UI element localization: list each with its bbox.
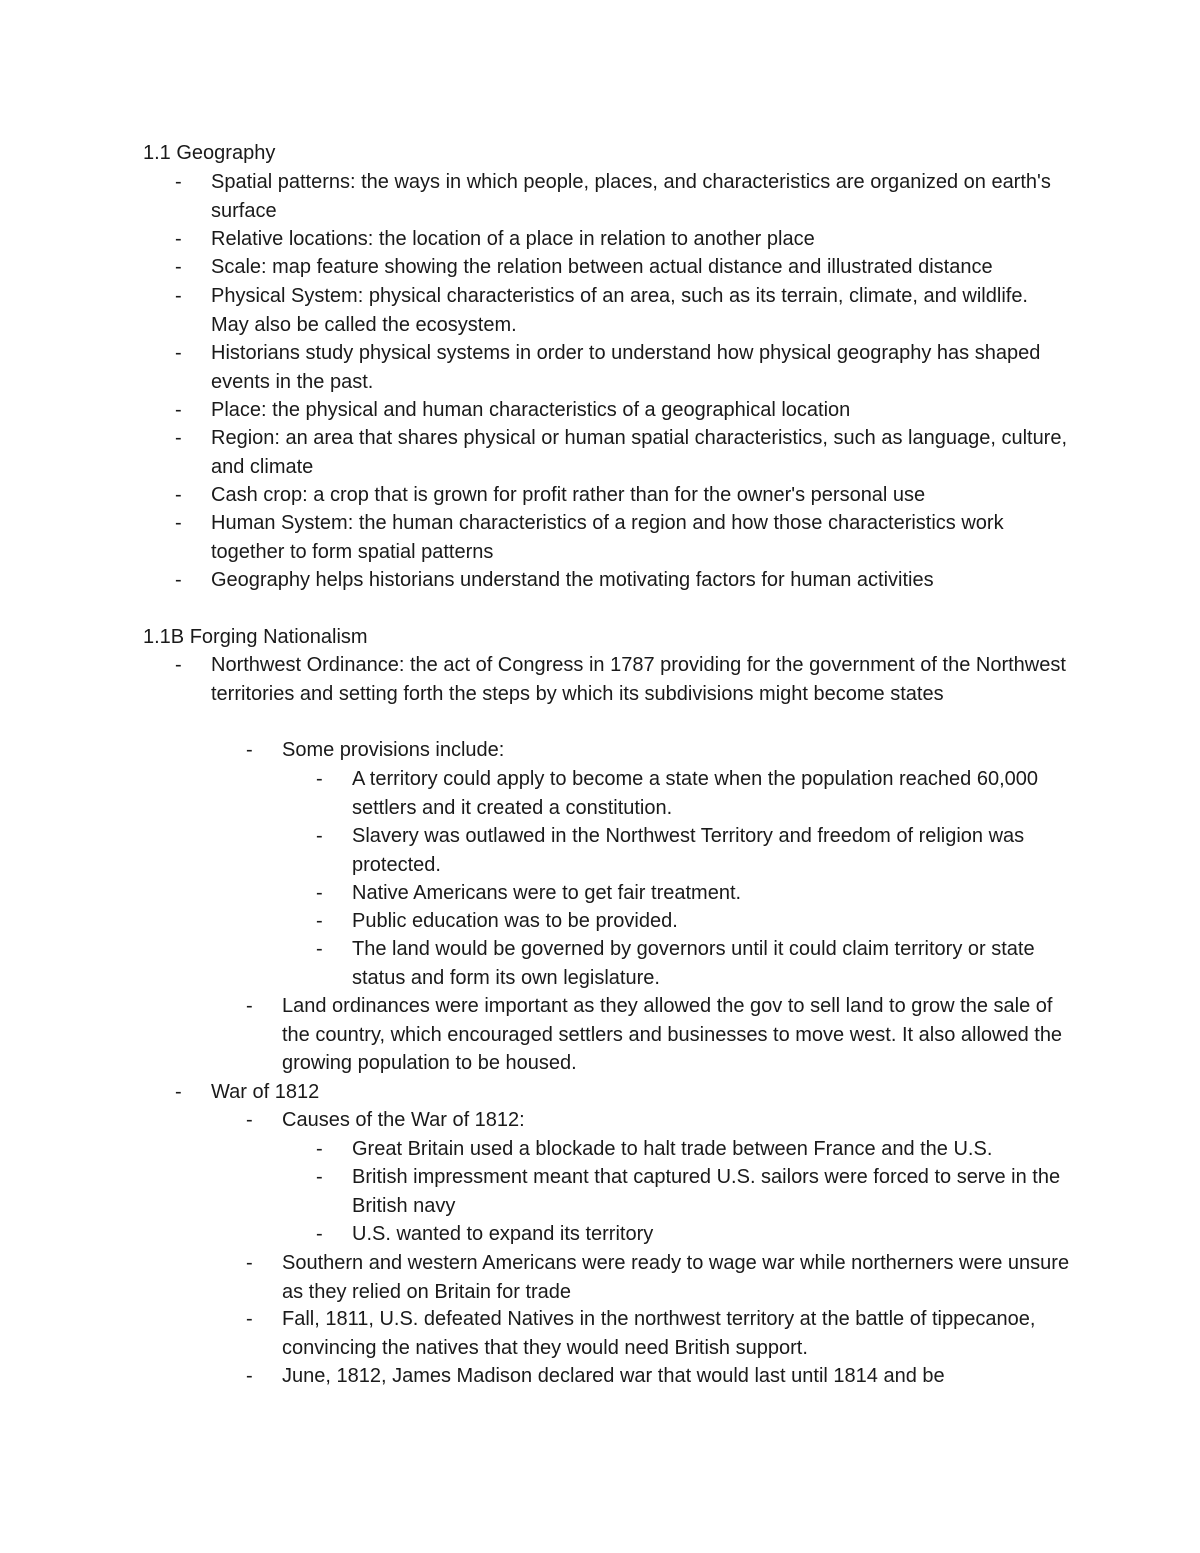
list-item: [316, 765, 1072, 822]
bullet-dash: -: [246, 1252, 253, 1274]
list-item-text: Human System: the human characteristics of a region and how those characteristics work together to form spatial patterns: [211, 512, 1004, 563]
bullet-dash: -: [316, 1138, 323, 1160]
bullet-dash: -: [316, 938, 323, 960]
section-heading-forging-nationalism: 1.1B Forging Nationalism: [143, 626, 368, 648]
bullet-dash: -: [175, 256, 182, 278]
list-item-text: Southern and western Americans were ready to wage war while northerners were unsure as they relied on Britain for trade: [282, 1252, 1070, 1303]
list-item-text: A territory could apply to become a state when the population reached 60,000 settlers and it created a constitution.: [352, 768, 1039, 819]
bullet-dash: -: [175, 285, 182, 307]
list-item: [175, 1078, 1071, 1107]
bullet-dash: -: [246, 995, 253, 1017]
list-item: [316, 879, 1072, 908]
list-item: [246, 1362, 1072, 1391]
list-item: [316, 1163, 1072, 1220]
list-item-text: June, 1812, James Madison declared war that would last until 1814 and be: [282, 1365, 945, 1387]
list-item-text: Slavery was outlawed in the Northwest Territory and freedom of religion was protected.: [352, 825, 1025, 876]
bullet-dash: -: [175, 171, 182, 193]
list-item-text: Public education was to be provided.: [352, 910, 678, 932]
list-item: [175, 481, 1071, 510]
list-item: [175, 282, 1071, 339]
list-item: [175, 253, 1071, 282]
list-item: [246, 992, 1072, 1078]
list-item: [316, 935, 1072, 992]
list-item-text: The land would be governed by governors until it could claim territory or state status and form its own legislature.: [352, 938, 1035, 989]
bullet-dash: -: [316, 910, 323, 932]
list-item-text: Native Americans were to get fair treatment.: [352, 882, 742, 904]
list-item: [246, 1305, 1072, 1362]
list-item-text: Historians study physical systems in order to understand how physical geography has shaped events in the past.: [211, 342, 1041, 393]
list-item: [316, 907, 1072, 936]
bullet-dash: -: [246, 1365, 253, 1387]
list-item: [175, 651, 1071, 708]
list-item-text: Place: the physical and human characteristics of a geographical location: [211, 399, 851, 421]
list-item-text: Great Britain used a blockade to halt trade between France and the U.S.: [352, 1138, 993, 1160]
list-item-text: Causes of the War of 1812:: [282, 1109, 525, 1131]
bullet-dash: -: [246, 1109, 253, 1131]
bullet-dash: -: [246, 1308, 253, 1330]
list-item-text: War of 1812: [211, 1081, 320, 1103]
list-item: [175, 339, 1071, 396]
bullet-dash: -: [246, 739, 253, 761]
list-item-text: U.S. wanted to expand its territory: [352, 1223, 654, 1245]
list-item-text: Northwest Ordinance: the act of Congress in 1787 providing for the government of the Northwest territories and setting forth the steps by which its subdivisions might become states: [211, 654, 1066, 705]
list-item: [246, 736, 1072, 765]
list-item-text: Geography helps historians understand the motivating factors for human activities: [211, 569, 934, 591]
list-item-text: Spatial patterns: the ways in which people, places, and characteristics are organized on earth's surface: [211, 171, 1051, 222]
bullet-dash: -: [316, 768, 323, 790]
list-item: [175, 424, 1071, 481]
bullet-dash: -: [175, 427, 182, 449]
list-item-text: Physical System: physical characteristics of an area, such as its terrain, climate, and wildlife. May also be called the ecosystem.: [211, 285, 1028, 336]
list-item-text: Fall, 1811, U.S. defeated Natives in the northwest territory at the battle of tippecanoe, convincing the natives that they would need British support.: [282, 1308, 1036, 1359]
bullet-dash: -: [175, 342, 182, 364]
list-item: [316, 822, 1072, 879]
list-item-text: Relative locations: the location of a place in relation to another place: [211, 228, 815, 250]
list-item: [175, 566, 1071, 595]
list-item-text: Some provisions include:: [282, 739, 505, 761]
list-item-text: Cash crop: a crop that is grown for profit rather than for the owner's personal use: [211, 484, 926, 506]
list-item-text: Scale: map feature showing the relation between actual distance and illustrated distance: [211, 256, 993, 278]
bullet-dash: -: [175, 654, 182, 676]
bullet-dash: -: [175, 228, 182, 250]
bullet-dash: -: [175, 569, 182, 591]
list-item: [246, 1249, 1072, 1306]
list-item: [175, 509, 1071, 566]
bullet-dash: -: [175, 484, 182, 506]
list-item-text: Land ordinances were important as they allowed the gov to sell land to grow the sale of the country, which encouraged settlers and businesses to move west. It also allowed the growing population to be housed.: [282, 995, 1063, 1074]
bullet-dash: -: [175, 512, 182, 534]
bullet-dash: -: [316, 1223, 323, 1245]
bullet-dash: -: [175, 399, 182, 421]
list-item: [175, 168, 1071, 225]
list-item-text: British impressment meant that captured U.S. sailors were forced to serve in the British navy: [352, 1166, 1061, 1217]
list-item-text: Region: an area that shares physical or human spatial characteristics, such as language, culture, and climate: [211, 427, 1068, 478]
list-item: [246, 1106, 1072, 1135]
bullet-dash: -: [316, 882, 323, 904]
list-item: [316, 1220, 1072, 1249]
section-heading-geography: 1.1 Geography: [143, 142, 276, 164]
list-item: [175, 396, 1071, 425]
bullet-dash: -: [316, 1166, 323, 1188]
bullet-dash: -: [316, 825, 323, 847]
bullet-dash: -: [175, 1081, 182, 1103]
list-item: [316, 1135, 1072, 1164]
list-item: [175, 225, 1071, 254]
